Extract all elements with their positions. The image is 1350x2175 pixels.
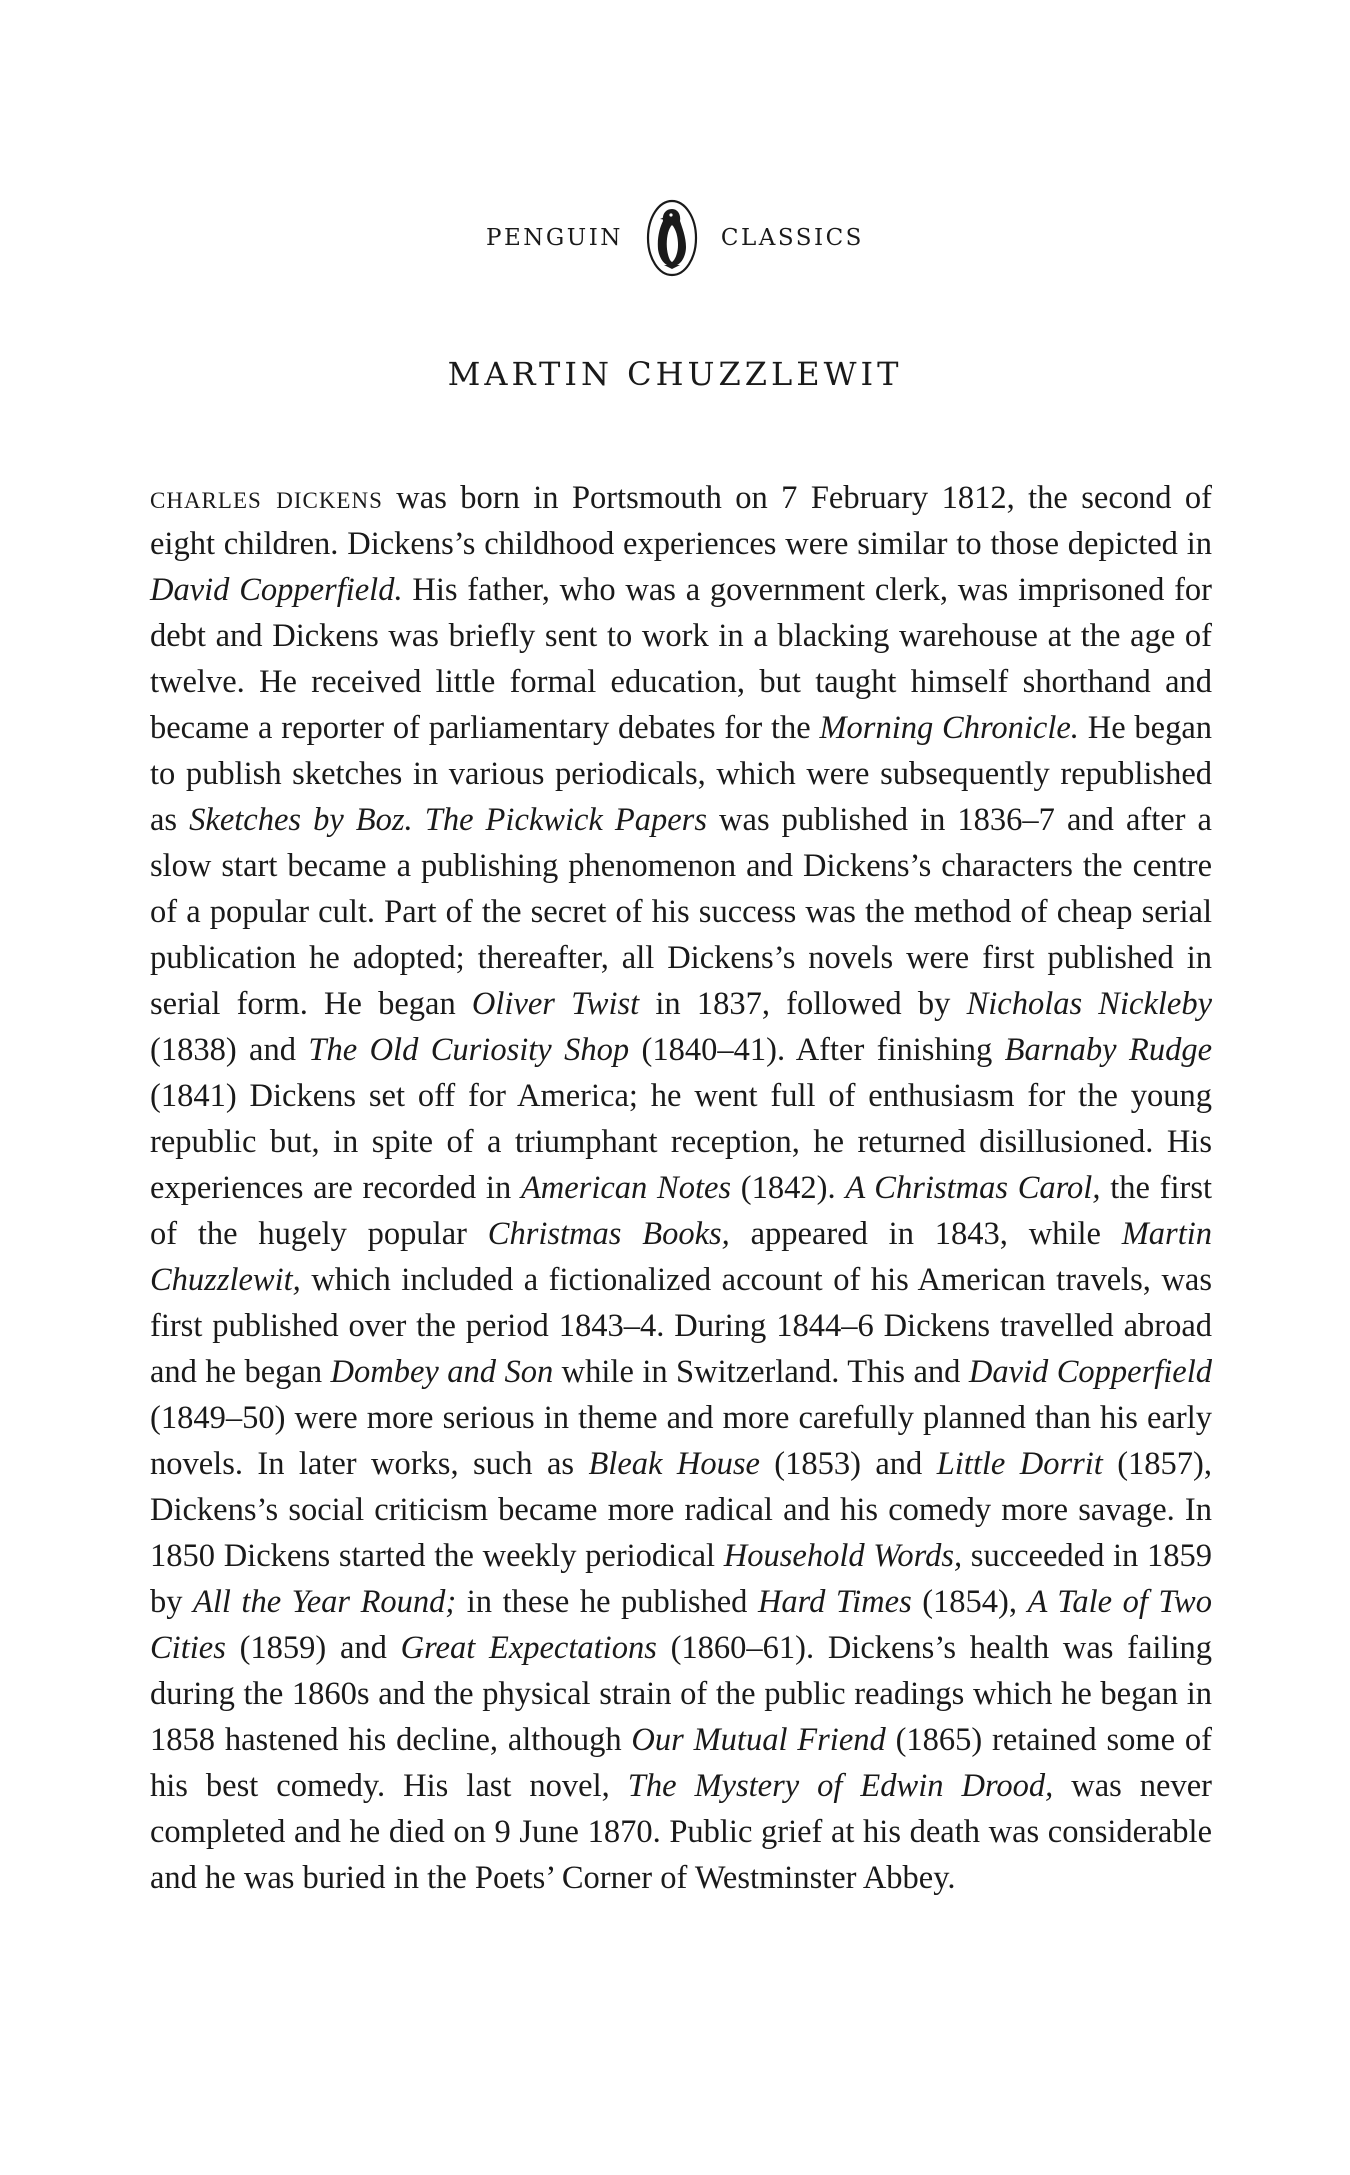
book-title: MARTIN CHUZZLEWIT [447, 355, 903, 393]
series-label-right: CLASSICS [720, 225, 864, 251]
italic-title-span: All the Year Round; [193, 1584, 457, 1620]
italic-title-span: Sketches by Boz. [189, 802, 413, 838]
bio-text-span: appeared in 1843, while [729, 1216, 1122, 1252]
bio-text-span: (1853) and [759, 1446, 937, 1482]
bio-text-span: (1865) retained some of his best comedy. His last novel, [150, 1722, 1212, 1804]
italic-title-span: Morning Chronicle. [819, 710, 1079, 746]
italic-title-span: The Old Curiosity Shop [308, 1032, 630, 1068]
bio-text-span: while in Switzerland. This and [553, 1354, 969, 1390]
italic-title-span: The Pickwick Papers [424, 802, 707, 838]
bio-text-span: was born in Portsmouth on 7 February 1812, the second of eight children. Dickens’s childhood experiences were similar to those depicted in [150, 480, 1212, 562]
italic-title-span: Nicholas Nickleby [966, 986, 1212, 1022]
bio-text-span: in these he published [456, 1584, 758, 1620]
series-header [0, 197, 1350, 279]
italic-title-span: David Copperfield [968, 1354, 1212, 1390]
bio-text-span: (1840–41). After finishing [629, 1032, 1005, 1068]
bio-text-span: in 1837, followed by [639, 986, 967, 1022]
author-name: charles dickens [150, 480, 383, 516]
bio-text-span: succeeded in 1859 by [150, 1538, 1212, 1620]
italic-title-span: Christmas Books, [487, 1216, 730, 1252]
bio-text-span: (1838) and [150, 1032, 309, 1068]
bio-text-span [413, 802, 425, 838]
bio-text-span: was published in 1836–7 and after a slow start became a publishing phenomenon and Dickens’s characters the centre of a popular cult. Part of the secret of his success was the method of cheap serial publication he adopted; thereafter, all Dickens’s novels were first published in serial form. He began [150, 802, 1212, 1022]
italic-title-span: Great Expectations [400, 1630, 657, 1666]
italic-title-span: The Mystery of Edwin Drood, [627, 1768, 1054, 1804]
italic-title-span: Martin Chuzzlewit, [150, 1216, 1212, 1298]
penguin-logo-icon [645, 197, 699, 279]
italic-title-span: Hard Times [757, 1584, 912, 1620]
bio-text-span: (1841) Dickens set off for America; he went full of enthusiasm for the young republic but, in spite of a triumphant reception, he returned disillusioned. His experiences are recorded in [150, 1078, 1212, 1206]
bio-text-span: His father, who was a government clerk, was imprisoned for debt and Dickens was briefly sent to work in a blacking warehouse at the age of twelve. He received little formal education, but taught himself shorthand and became a reporter of parliamentary debates for the [150, 572, 1212, 746]
bio-text-span: (1849–50) were more serious in theme and more carefully planned than his early novels. In later works, such as [150, 1400, 1212, 1482]
bio-text-span: (1854), [911, 1584, 1028, 1620]
bio-text-span: (1857), Dickens’s social criticism became more radical and his comedy more savage. In 1850 Dickens started the weekly periodical [150, 1446, 1212, 1574]
bio-text-span: (1860–61). Dickens’s health was failing during the 1860s and the physical strain of the public readings which he began in 1858 hastened his decline, although [150, 1630, 1212, 1758]
bio-text-span: He began to publish sketches in various periodicals, which were subsequently republished as [150, 710, 1213, 838]
series-label-left: PENGUIN [486, 225, 623, 251]
italic-title-span: David Copperfield. [150, 572, 403, 608]
italic-title-span: A Tale of Two Cities [150, 1584, 1212, 1666]
italic-title-span: Barnaby Rudge [1004, 1032, 1213, 1068]
italic-title-span: American Notes [520, 1170, 732, 1206]
italic-title-span: Our Mutual Friend [631, 1722, 886, 1758]
bio-text-span: was never completed and he died on 9 June 1870. Public grief at his death was considerable and he was buried in the Poets’ Corner of Westminster Abbey. [150, 1768, 1212, 1896]
bio-text-span: (1859) and [225, 1630, 401, 1666]
italic-title-span: Oliver Twist [471, 986, 640, 1022]
bio-text-span: which included a fictionalized account of his American travels, was first published over the period 1843–4. During 1844–6 Dickens travelled abroad and he began [150, 1262, 1212, 1390]
bio-text-span: the first of the hugely popular [150, 1170, 1212, 1252]
author-biography [150, 475, 1212, 1901]
italic-title-span: Dombey and Son [330, 1354, 554, 1390]
italic-title-span: Household Words, [723, 1538, 963, 1574]
italic-title-span: Bleak House [588, 1446, 760, 1482]
bio-text-span: (1842). [731, 1170, 846, 1206]
italic-title-span: A Christmas Carol, [845, 1170, 1101, 1206]
italic-title-span: Little Dorrit [936, 1446, 1103, 1482]
